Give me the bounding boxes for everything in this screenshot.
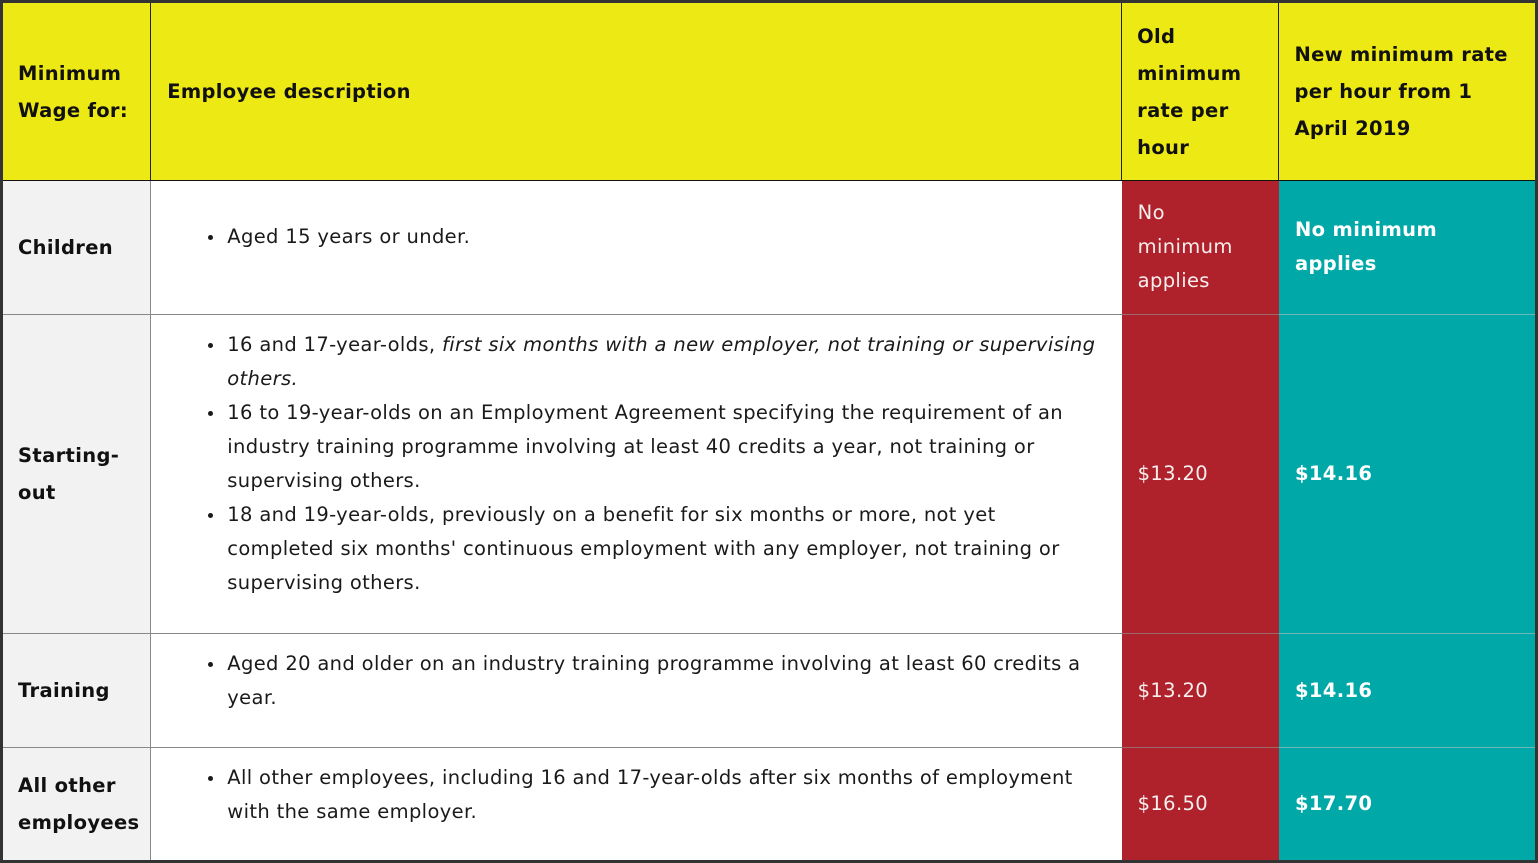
- table-row-all-other-employees: [2, 748, 1537, 862]
- table-row-training: [2, 633, 1537, 748]
- row-description: [151, 181, 1122, 315]
- table-header-row: [2, 2, 1537, 181]
- list-item: 16 and 17-year-olds, first six months with a new employer, not training or supervising others.: [227, 328, 1107, 396]
- new-rate-value: $17.70: [1279, 748, 1537, 862]
- row-category: Training: [2, 633, 151, 748]
- old-rate-value: No minimum applies: [1122, 181, 1279, 315]
- row-description: [151, 314, 1122, 633]
- list-item: 16 to 19-year-olds on an Employment Agreement specifying the requirement of an industry training programme involving at least 40 credits a year, not training or supervising others.: [227, 396, 1107, 498]
- old-rate-value: $13.20: [1122, 633, 1279, 748]
- description-list: [167, 220, 1107, 254]
- header-new-rate: New minimum rate per hour from 1 April 2019: [1279, 2, 1537, 181]
- old-rate-value: $16.50: [1122, 748, 1279, 862]
- list-item: Aged 20 and older on an industry training programme involving at least 60 credits a year.: [227, 647, 1107, 715]
- new-rate-value: $14.16: [1279, 314, 1537, 633]
- table-row-starting-out: [2, 314, 1537, 633]
- table-row-children: [2, 181, 1537, 315]
- header-minimum-wage-for: Minimum Wage for:: [2, 2, 151, 181]
- description-list: [167, 328, 1107, 600]
- description-list: [167, 647, 1107, 715]
- header-old-rate: Old minimum rate per hour: [1122, 2, 1279, 181]
- row-description: [151, 748, 1122, 862]
- list-item: 18 and 19-year-olds, previously on a benefit for six months or more, not yet completed six months' continuous employment with any employer, not training or supervising others.: [227, 498, 1107, 600]
- new-rate-value: $14.16: [1279, 633, 1537, 748]
- row-category: Children: [2, 181, 151, 315]
- header-employee-description: Employee description: [151, 2, 1122, 181]
- row-category: All other employees: [2, 748, 151, 862]
- row-description: [151, 633, 1122, 748]
- row-category: Starting-out: [2, 314, 151, 633]
- list-item: All other employees, including 16 and 17-year-olds after six months of employment with the same employer.: [227, 761, 1107, 829]
- old-rate-value: $13.20: [1122, 314, 1279, 633]
- description-list: [167, 761, 1107, 829]
- new-rate-value: No minimum applies: [1279, 181, 1537, 315]
- list-item: Aged 15 years or under.: [227, 220, 1107, 254]
